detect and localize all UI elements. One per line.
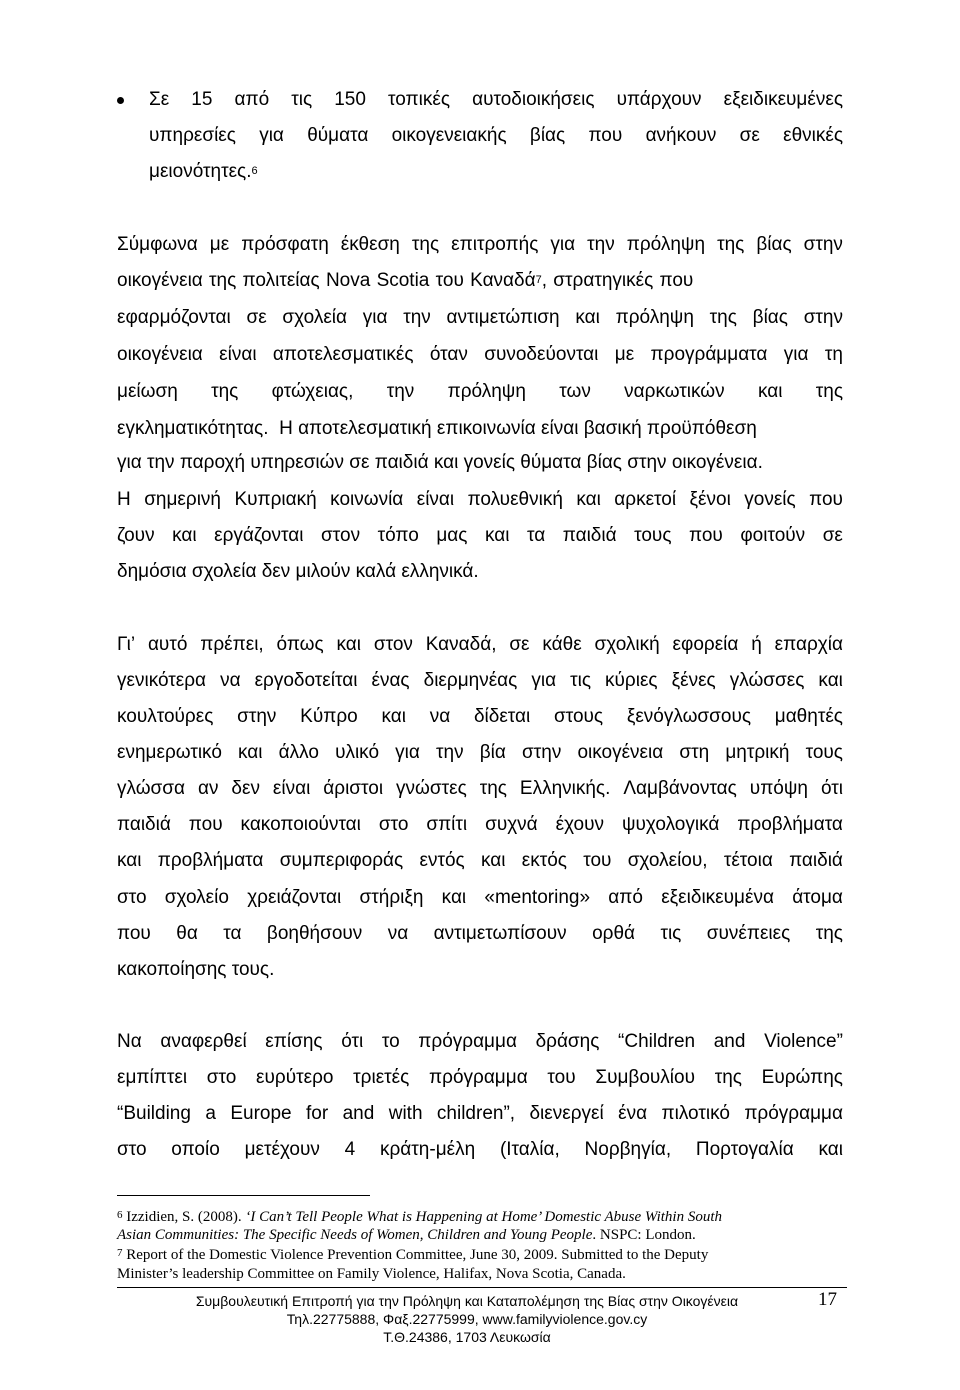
word: να — [429, 706, 451, 727]
footer-rule — [117, 1287, 847, 1288]
word: ότι — [341, 1031, 364, 1052]
word: στην — [803, 234, 843, 255]
footer-contact: Τηλ.22775888, Φαξ.22775999, www.familyviolence.gov.cy — [286, 1311, 648, 1327]
word: παιδιά — [562, 525, 617, 546]
word: ένα — [618, 1103, 648, 1124]
word: άριστοι — [323, 778, 384, 799]
word: προβλήματα — [737, 814, 843, 835]
word: μαθητές — [774, 706, 843, 727]
word: όπως — [276, 634, 324, 655]
word: υλικό — [335, 742, 380, 763]
para1-line-1 — [117, 233, 843, 257]
para1-line-9 — [117, 524, 843, 548]
word: ευρύτερο — [256, 1067, 334, 1088]
word: τις — [291, 89, 313, 110]
word: της — [815, 923, 843, 944]
word: που — [809, 489, 843, 510]
word: βίας — [752, 307, 788, 328]
word: που — [588, 125, 623, 146]
word: εμπίπτει — [117, 1067, 188, 1088]
word: βία — [479, 742, 506, 763]
word: ενημερωτικό — [117, 742, 222, 763]
word: σε — [246, 307, 267, 328]
word: αν — [197, 778, 219, 799]
word: τόπο — [377, 525, 419, 546]
word: υπάρχουν — [616, 89, 702, 110]
footnote-ref-7: 7 — [535, 274, 542, 286]
word: Συμβουλίου — [595, 1067, 695, 1088]
word: πρόληψη — [626, 234, 706, 255]
word: “Building — [117, 1103, 191, 1124]
bullet-last-text: μειονότητες. — [149, 161, 252, 182]
word: να — [220, 670, 241, 691]
word: and — [342, 1103, 375, 1124]
word: μητρική — [725, 742, 790, 763]
word: πρόληψη — [615, 307, 694, 328]
footnote-6-author: Izzidien, S. (2008). — [126, 1209, 242, 1225]
word: γενικότερα — [117, 670, 207, 691]
word: Η — [117, 489, 131, 510]
word: στο — [206, 1067, 237, 1088]
word: σπίτι — [426, 814, 468, 835]
word: για — [783, 344, 809, 365]
word: για — [550, 234, 576, 255]
footnote-ref-6: 6 — [251, 165, 258, 177]
word: σχολείου, — [627, 850, 708, 871]
word: στο — [378, 814, 409, 835]
para2-line-8 — [117, 886, 843, 910]
word: διενεργεί — [529, 1103, 604, 1124]
bullet-line-2 — [149, 124, 843, 148]
word: έχουν — [555, 814, 605, 835]
word: σημερινή — [144, 489, 221, 510]
word: της — [709, 307, 737, 328]
word: γλώσσες — [729, 670, 805, 691]
para1-line-3 — [117, 306, 843, 330]
word: δίδεται — [473, 706, 531, 727]
word: 15 — [191, 89, 213, 110]
word: είναι — [416, 489, 455, 510]
word: με — [614, 344, 635, 365]
word: εντός — [419, 850, 465, 871]
footnote-6-number: 6 — [117, 1209, 123, 1221]
word: και — [818, 670, 843, 691]
footnote-6-title-cont: Asian Communities: The Specific Needs of Women, Children and Young People — [117, 1227, 593, 1243]
word: στήριξη — [359, 887, 424, 908]
word: είναι — [219, 344, 257, 365]
para3-line-2 — [117, 1066, 843, 1090]
word: την — [587, 234, 615, 255]
word: για — [531, 670, 557, 691]
word: την — [386, 381, 415, 402]
word: αυτό — [147, 634, 188, 655]
word: και — [575, 307, 600, 328]
word: και — [818, 1139, 843, 1160]
word: Λαμβάνοντας — [623, 778, 737, 799]
word: ψυχολογικά — [621, 814, 720, 835]
word: και — [576, 489, 601, 510]
word: εκτός — [521, 850, 567, 871]
word: που — [188, 814, 223, 835]
bullet-line-1 — [149, 88, 843, 112]
footnote-7-text: Report of the Domestic Violence Prevention Committee, June 30, 2009. Submitted to the Deputy — [126, 1247, 709, 1263]
word: άλλο — [278, 742, 319, 763]
word: Γι’ — [117, 634, 136, 655]
footnote-7-number: 7 — [117, 1247, 123, 1259]
word: που — [689, 525, 723, 546]
word: Violence” — [764, 1031, 843, 1052]
word: και — [238, 742, 263, 763]
word: τη — [824, 344, 843, 365]
word: τοπικές — [388, 89, 451, 110]
word: φτώχειας, — [271, 381, 354, 402]
word: επίσης — [265, 1031, 323, 1052]
footnote-6-title: ‘I Can’t Tell People What is Happening at Home’ Domestic Abuse Within South — [245, 1209, 723, 1225]
word: Σύμφωνα — [117, 234, 198, 255]
word: όταν — [429, 344, 468, 365]
word: Να — [117, 1031, 142, 1052]
para2-line-5 — [117, 777, 843, 801]
para3-line-3 — [117, 1102, 843, 1126]
word: τέτοια — [723, 850, 773, 871]
word: τα — [527, 525, 546, 546]
word: κακοποιούνται — [240, 814, 361, 835]
word: έκθεση — [340, 234, 400, 255]
para2-line-1 — [117, 633, 843, 657]
word: φοιτούν — [740, 525, 806, 546]
para1-line-6 — [117, 417, 757, 441]
para1-line-6-a: εγκληματικότητας. — [117, 418, 269, 439]
footer-address: Τ.Θ.24386, 1703 Λευκωσία — [383, 1329, 551, 1345]
word: και — [757, 381, 783, 402]
word: θύματα — [307, 125, 369, 146]
word: Κύπρο — [300, 706, 358, 727]
word: συνοδεύονται — [484, 344, 599, 365]
word: υπόψη — [749, 778, 808, 799]
word: που — [117, 923, 151, 944]
word: πρόσφατη — [241, 234, 329, 255]
word: Ελληνικής. — [519, 778, 611, 799]
word: υπηρεσίες — [149, 125, 236, 146]
footnote-6-line-2 — [117, 1226, 696, 1244]
para2-line-2 — [117, 669, 843, 693]
word: for — [306, 1103, 329, 1124]
word: το — [381, 1031, 400, 1052]
word: κουλτούρες — [117, 706, 214, 727]
footnote-separator — [117, 1195, 370, 1196]
para1-line-4 — [117, 343, 843, 367]
word: εξειδικευμένες — [723, 89, 843, 110]
word: οποίο — [171, 1139, 220, 1160]
word: οικογένεια — [577, 742, 664, 763]
word: την — [403, 307, 431, 328]
para2-line-4 — [117, 741, 843, 765]
para2-line-3 — [117, 705, 843, 729]
word: επιτροπής — [451, 234, 539, 255]
word: γνώστες — [396, 778, 467, 799]
word: with — [388, 1103, 423, 1124]
bullet-icon — [117, 97, 124, 104]
word: and — [713, 1031, 746, 1052]
word: στο — [117, 887, 147, 908]
word: τους — [805, 742, 843, 763]
word: διερμηνέας — [423, 670, 518, 691]
word: της — [211, 381, 239, 402]
word: οικογένεια — [117, 344, 203, 365]
word: γλώσσα — [117, 778, 185, 799]
word: συμπεριφοράς — [279, 850, 404, 871]
word: πιλοτικό — [661, 1103, 730, 1124]
word: άτομα — [792, 887, 843, 908]
word: σε — [509, 634, 530, 655]
word: αποτελεσματικές — [272, 344, 414, 365]
word: γονείς — [744, 489, 796, 510]
word: Europe — [230, 1103, 292, 1124]
word: παιδιά — [789, 850, 843, 871]
word: εφαρμόζονται — [117, 307, 231, 328]
word: ορθά — [592, 923, 635, 944]
word: της — [714, 1067, 742, 1088]
word: οικογενειακής — [391, 125, 507, 146]
para1-line-8 — [117, 488, 843, 512]
word: μείωση — [117, 381, 178, 402]
word: είναι — [272, 778, 311, 799]
word: τις — [570, 670, 591, 691]
word: στο — [117, 1139, 147, 1160]
word: Καναδά, — [425, 634, 497, 655]
word: σε — [822, 525, 843, 546]
word: συχνά — [485, 814, 538, 835]
footer-organization: Συμβουλευτική Επιτροπή για την Πρόληψη και Καταπολέμηση της Βίας στην Οικογένεια — [195, 1293, 739, 1309]
word: τις — [660, 923, 682, 944]
word: σχολική — [594, 634, 660, 655]
word: την — [436, 742, 464, 763]
para1-line-7: για την παροχή υπηρεσιών σε παιδιά και γονείς θύματα βίας στην οικογένεια. — [117, 452, 763, 473]
word: βοηθήσουν — [266, 923, 363, 944]
para1-line-2 — [117, 269, 843, 293]
para1-line-10: δημόσια σχολεία δεν μιλούν καλά ελληνικά. — [117, 561, 479, 582]
word: children”, — [436, 1103, 516, 1124]
word: στην — [237, 706, 277, 727]
para2-line-6 — [117, 813, 843, 837]
word: για — [362, 307, 388, 328]
word: «mentoring» — [484, 887, 591, 908]
word: εργάζονται — [214, 525, 304, 546]
word: από — [234, 89, 270, 110]
word: συνέπειες — [706, 923, 791, 944]
word: παιδιά — [117, 814, 171, 835]
word: σε — [739, 125, 760, 146]
word: της — [815, 381, 843, 402]
word: βίας — [529, 125, 566, 146]
word: στους — [554, 706, 604, 727]
word: στη — [679, 742, 710, 763]
word: των — [559, 381, 591, 402]
word: προγράμματα — [650, 344, 768, 365]
word: της — [717, 234, 745, 255]
word: εθνικές — [783, 125, 843, 146]
para1-line-2-b: , στρατηγικές που — [541, 270, 694, 291]
word: για — [395, 742, 420, 763]
word: τριετές — [353, 1067, 410, 1088]
word: κύριες — [605, 670, 658, 691]
word: 150 — [334, 89, 366, 110]
word: ξένες — [671, 670, 716, 691]
word: a — [205, 1103, 216, 1124]
para3-line-1 — [117, 1030, 843, 1054]
bullet-line-3 — [149, 160, 258, 184]
word: της — [411, 234, 440, 255]
word: πρέπει, — [200, 634, 264, 655]
word: χρειάζονται — [247, 887, 342, 908]
word: του — [583, 850, 612, 871]
word: πρόγραμμα — [744, 1103, 843, 1124]
word: τους — [634, 525, 672, 546]
word: και — [336, 634, 362, 655]
para2-line-7 — [117, 849, 843, 873]
word: πρόγραμμα — [429, 1067, 528, 1088]
page-number: 17 — [818, 1289, 837, 1310]
word: ότι — [820, 778, 843, 799]
word: ένας — [371, 670, 410, 691]
word: μας — [436, 525, 468, 546]
footnote-7-line-1 — [117, 1246, 708, 1264]
word: της — [479, 778, 507, 799]
para1-line-6-b: Η αποτελεσματική επικοινωνία είναι βασική προϋπόθεση — [279, 418, 757, 439]
word: και — [484, 525, 510, 546]
word: και — [480, 850, 506, 871]
word: ζουν — [117, 525, 155, 546]
word: επαρχία — [774, 634, 843, 655]
word: με — [209, 234, 230, 255]
word: αρκετοί — [614, 489, 677, 510]
word: σχολεία — [282, 307, 347, 328]
word: αυτοδιοικήσεις — [472, 89, 595, 110]
word: του — [547, 1067, 576, 1088]
word: κάθε — [542, 634, 582, 655]
word: προβλήματα — [157, 850, 264, 871]
word: 4 — [344, 1139, 356, 1160]
word: ανήκουν — [645, 125, 717, 146]
word: κοινωνία — [330, 489, 404, 510]
word: εφορεία — [672, 634, 739, 655]
word: Κυπριακή — [234, 489, 317, 510]
word: (Ιταλία, — [499, 1139, 560, 1160]
word: στην — [522, 742, 562, 763]
para2-line-9 — [117, 922, 843, 946]
word: και — [381, 706, 406, 727]
word: ξενόγλωσσους — [626, 706, 751, 727]
word: Σε — [149, 89, 170, 110]
word: κράτη-μέλη — [380, 1139, 476, 1160]
footnote-6-line-1 — [117, 1208, 722, 1226]
word: σχολείο — [164, 887, 229, 908]
word: και — [117, 850, 142, 871]
word: να — [387, 923, 409, 944]
word: πρόγραμμα — [418, 1031, 517, 1052]
word: από — [608, 887, 643, 908]
para2-line-10: κακοποίησης τους. — [117, 959, 275, 980]
word: πρόληψη — [447, 381, 526, 402]
para1-line-5 — [117, 380, 843, 404]
word: στον — [373, 634, 413, 655]
word: αντιμετώπιση — [446, 307, 560, 328]
word: δεν — [231, 778, 260, 799]
word: ξένοι — [689, 489, 731, 510]
word: “Children — [618, 1031, 696, 1052]
word: αντιμετωπίσουν — [433, 923, 567, 944]
word: μετέχουν — [244, 1139, 320, 1160]
word: εργοδοτείται — [254, 670, 358, 691]
word: πολυεθνική — [467, 489, 563, 510]
word: και — [441, 887, 467, 908]
word: Πορτογαλία — [695, 1139, 794, 1160]
word: ή — [751, 634, 762, 655]
word: στην — [803, 307, 843, 328]
footnote-6-publisher: . NSPC: London. — [592, 1227, 696, 1243]
word: ναρκωτικών — [624, 381, 725, 402]
word: και — [172, 525, 197, 546]
word: Νορβηγία, — [584, 1139, 672, 1160]
word: βίας — [756, 234, 792, 255]
word: θα — [176, 923, 198, 944]
word: για — [259, 125, 284, 146]
word: εξειδικευμένα — [661, 887, 774, 908]
footnote-7-line-2: Minister’s leadership Committee on Family Violence, Halifax, Nova Scotia, Canada. — [117, 1266, 626, 1282]
word: τα — [223, 923, 242, 944]
word: αναφερθεί — [160, 1031, 247, 1052]
word: Ευρώπης — [761, 1067, 843, 1088]
word: στον — [321, 525, 361, 546]
word: δράσης — [535, 1031, 600, 1052]
para1-line-2-a: οικογένεια της πολιτείας Nova Scotia του Καναδά — [117, 270, 536, 291]
para3-line-4 — [117, 1138, 843, 1162]
